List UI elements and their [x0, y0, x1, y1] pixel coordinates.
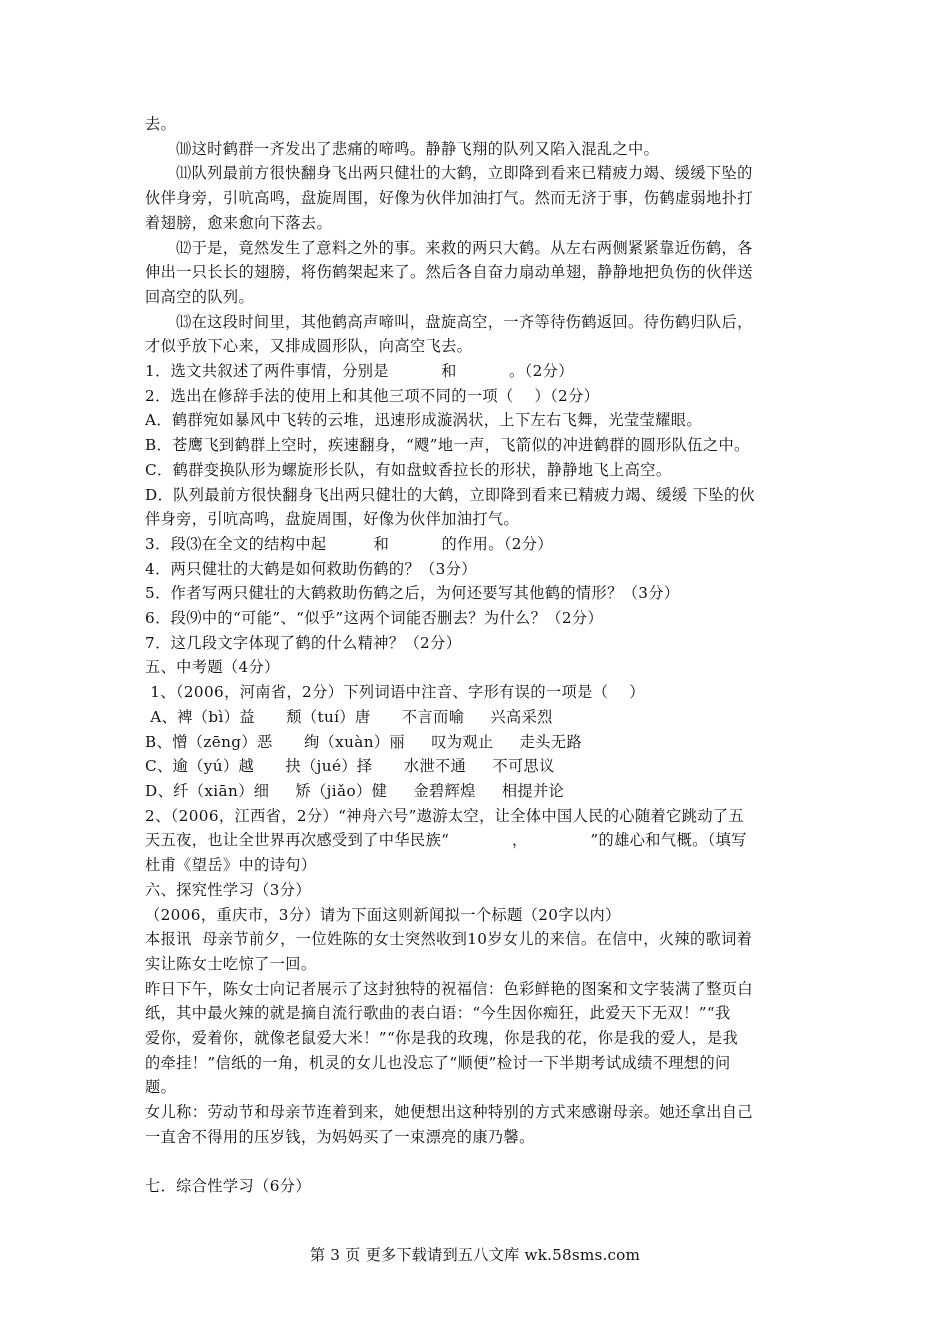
- exam-line: A、裨（bì）益 颓（tuí）唐 不言而喻 兴高采烈: [145, 707, 553, 726]
- section-heading: 五、中考题（4分）: [145, 658, 280, 677]
- passage-line: 回高空的队列。: [145, 287, 255, 306]
- news-line: 女儿称：劳动节和母亲节连着到来，她便想出这种特别的方式来感谢母亲。她还拿出自己: [145, 1103, 753, 1122]
- news-line: 本报讯 母亲节前夕，一位姓陈的女士突然收到10岁女儿的来信。在信中，火辣的歌词着: [145, 930, 753, 949]
- news-line: 题。: [145, 1078, 177, 1097]
- exam-line: 杜甫《望岳》中的诗句）: [145, 856, 317, 875]
- option-line: D．队列最前方很快翻身飞出两只健壮的大鹤，立即降到看来已精疲力竭、缓缓 下坠的伙: [145, 485, 756, 504]
- question-line: 1．选文共叙述了两件事情，分别是 和 。（2分）: [145, 362, 574, 381]
- section-comprehensive: [145, 1174, 810, 1199]
- passage-line: 伸出一只长长的翅膀，将伤鹤架起来了。然后各自奋力扇动单翅，静静地把负伤的伙伴送: [145, 263, 753, 282]
- exam-line: 天五夜，也让全世界再次感受到了中华民族“ ， ”的雄心和气概。（填写: [145, 831, 747, 850]
- section-heading: 七．综合性学习（6分）: [145, 1177, 311, 1196]
- news-line: 昨日下午，陈女士向记者展示了这封独特的祝福信：色彩鲜艳的图案和文字装满了整页白: [145, 979, 753, 998]
- passage-line: 去。: [145, 115, 177, 133]
- news-line: 爱你，爱着你，就像老鼠爱大米！”“你是我的玫瑰，你是我的花，你是我的爱人，是我: [145, 1029, 739, 1048]
- exam-line: D、纤（xiān）细 矫（jiǎo）健 金碧辉煌 相提并论: [145, 781, 565, 800]
- news-line: 实让陈女士吃惊了一回。: [145, 954, 317, 973]
- page-footer: 第 3 页 更多下载请到五八文库 wk.58sms.com: [309, 1246, 641, 1264]
- question-line: 3．段⑶在全文的结构中起 和 的作用。（2分）: [145, 534, 554, 553]
- news-line: 一直舍不得用的压岁钱，为妈妈买了一束漂亮的康乃馨。: [145, 1127, 535, 1146]
- question-line: 4．两只健壮的大鹤是如何救助伤鹤的？（3分）: [145, 559, 477, 578]
- section-inquiry: [145, 878, 810, 1150]
- section-heading: 六、探究性学习（3分）: [145, 880, 311, 899]
- paragraph-gap: [145, 1150, 810, 1175]
- question-list: [145, 359, 810, 655]
- question-line: 6．段⑼中的“可能”、“似乎”这两个词能否删去？为什么？（2分）: [145, 609, 604, 628]
- exam-line: B、憎（zēng）恶 绚（xuàn）丽 叹为观止 走头无路: [145, 732, 583, 751]
- question-line: 7．这几段文字体现了鹤的什么精神？（2分）: [145, 633, 462, 652]
- option-line: 伴身旁，引吭高鸣，盘旋周围，好像为伙伴加油打气。: [145, 510, 520, 529]
- news-line: 的牵挂！”信纸的一角，机灵的女儿也没忘了“顺便”检讨一下半期考试成绩不理想的问: [145, 1053, 731, 1072]
- exam-line: 1、（2006，河南省，2分）下列词语中注音、字形有误的一项是（ ）: [145, 683, 645, 702]
- section-exam-questions: [145, 655, 810, 877]
- document-body: [145, 112, 810, 1199]
- question-line: 2．选出在修辞手法的使用上和其他三项不同的一项（ ）（2分）: [145, 386, 600, 405]
- passage-line: ⑾队列最前方很快翻身飞出两只健壮的大鹤，立即降到看来已精疲力竭、缓缓下坠的: [176, 164, 753, 183]
- passage-line: ⑽这时鹤群一齐发出了悲痛的啼鸣。静静飞翔的队列又陷入混乱之中。: [176, 139, 660, 158]
- passage-line: ⒀在这段时间里，其他鹤高声啼叫，盘旋高空，一齐等待伤鹤返回。待伤鹤归队后，: [176, 312, 753, 331]
- news-line: 纸，其中最火辣的就是摘自流行歌曲的表白语：“今生因你痴狂，此爱天下无双！”“我: [145, 1004, 731, 1023]
- passage-line: 才似乎放下心来，又排成圆形队，向高空飞去。: [145, 337, 473, 356]
- passage-line: 伙伴身旁，引吭高鸣，盘旋周围，好像为伙伴加油打气。然而无济于事，伤鹤虚弱地扑打: [145, 189, 753, 208]
- question-line: 5．作者写两只健壮的大鹤救助伤鹤之后，为何还要写其他鹤的情形？（3分）: [145, 584, 680, 603]
- exam-line: C、逾（yú）越 抉（jué）择 水泄不通 不可思议: [145, 757, 555, 776]
- option-line: C．鹤群变换队形为螺旋形长队，有如盘蚊香拉长的形状，静静地飞上高空。: [145, 460, 672, 479]
- reading-passage: [145, 112, 810, 359]
- option-line: A．鹤群宛如暴风中飞转的云堆，迅速形成漩涡状，上下左右飞舞，光莹莹耀眼。: [145, 411, 702, 430]
- inquiry-line: （2006，重庆市，3分）请为下面这则新闻拟一个标题（20字以内）: [145, 905, 621, 924]
- exam-line: 2、（2006，江西省，2分）“神舟六号”遨游太空，让全体中国人民的心随着它跳动了五: [145, 806, 745, 825]
- passage-line: ⑿于是，竟然发生了意料之外的事。来救的两只大鹤。从左右两侧紧紧靠近伤鹤，各: [176, 238, 753, 257]
- passage-line: 着翅膀，愈来愈向下落去。: [145, 213, 333, 232]
- option-line: B．苍鹰飞到鹤群上空时，疾速翻身，“飕”地一声，飞箭似的冲进鹤群的圆形队伍之中。: [145, 436, 750, 455]
